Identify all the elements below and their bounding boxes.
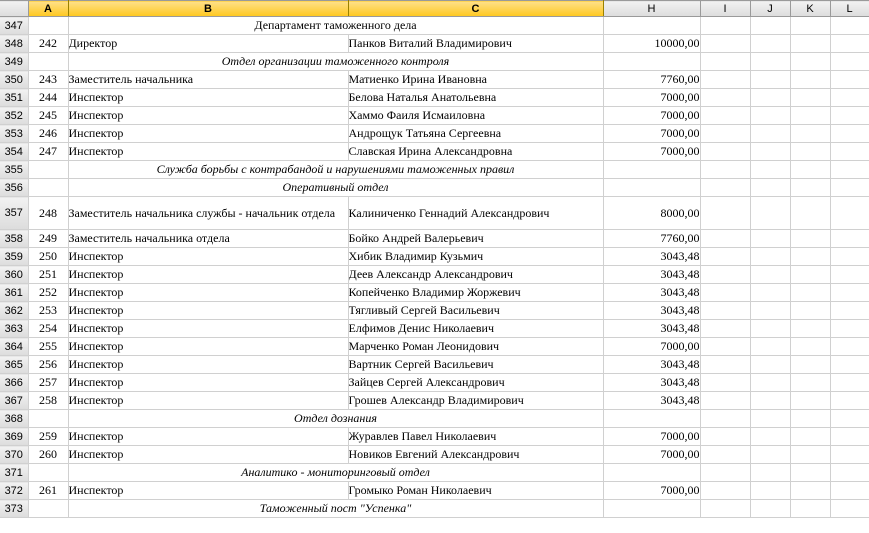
cell-I-empty[interactable] [700,482,750,500]
cell-A[interactable]: 251 [28,266,68,284]
row-header[interactable]: 360 [0,266,28,284]
cell-J-empty[interactable] [750,320,790,338]
cell-H[interactable] [603,161,700,179]
cell-I-empty[interactable] [700,284,750,302]
cell-H[interactable] [603,500,700,518]
cell-C-name[interactable]: Тягливый Сергей Васильевич [348,302,603,320]
cell-I-empty[interactable] [700,500,750,518]
cell-H-salary[interactable]: 7000,00 [603,89,700,107]
cell-J-empty[interactable] [750,392,790,410]
cell-H-salary[interactable]: 7000,00 [603,338,700,356]
table-row[interactable] [0,107,869,125]
cell-A[interactable] [28,179,68,197]
table-row[interactable] [0,179,869,197]
cell-I-empty[interactable] [700,248,750,266]
row-header[interactable]: 359 [0,248,28,266]
row-header[interactable]: 365 [0,356,28,374]
cell-I-empty[interactable] [700,356,750,374]
cell-I-empty[interactable] [700,464,750,482]
cell-H-salary[interactable]: 3043,48 [603,302,700,320]
cell-A[interactable]: 250 [28,248,68,266]
cell-J-empty[interactable] [750,284,790,302]
cell-C-name[interactable]: Марченко Роман Леонидович [348,338,603,356]
cell-B-position[interactable]: Заместитель начальника отдела [68,230,348,248]
cell-C-name[interactable]: Елфимов Денис Николаевич [348,320,603,338]
cell-I-empty[interactable] [700,143,750,161]
table-row[interactable] [0,89,869,107]
cell-K-empty[interactable] [790,500,830,518]
cell-H[interactable] [603,179,700,197]
row-header[interactable]: 356 [0,179,28,197]
cell-J-empty[interactable] [750,161,790,179]
cell-K-empty[interactable] [790,464,830,482]
cell-B-position[interactable]: Инспектор [68,302,348,320]
cell-C-name[interactable]: Грошев Александр Владимирович [348,392,603,410]
cell-J-empty[interactable] [750,302,790,320]
row-header[interactable]: 371 [0,464,28,482]
table-row[interactable] [0,35,869,53]
cell-J-empty[interactable] [750,230,790,248]
cell-J-empty[interactable] [750,248,790,266]
cell-B-position[interactable]: Инспектор [68,374,348,392]
cell-J-empty[interactable] [750,71,790,89]
cell-C-name[interactable]: Калиниченко Геннадий Александрович [348,197,603,230]
cell-K-empty[interactable] [790,125,830,143]
row-header[interactable]: 358 [0,230,28,248]
cell-I-empty[interactable] [700,17,750,35]
table-row[interactable] [0,71,869,89]
cell-A[interactable]: 256 [28,356,68,374]
cell-L-empty[interactable] [830,446,869,464]
cell-I-empty[interactable] [700,197,750,230]
table-row[interactable] [0,320,869,338]
cell-L-empty[interactable] [830,356,869,374]
cell-L-empty[interactable] [830,107,869,125]
cell-H[interactable] [603,17,700,35]
column-header-row[interactable] [0,1,869,17]
cell-H-salary[interactable]: 3043,48 [603,248,700,266]
cell-K-empty[interactable] [790,266,830,284]
cell-K-empty[interactable] [790,320,830,338]
cell-J-empty[interactable] [750,143,790,161]
cell-A[interactable] [28,53,68,71]
cell-L-empty[interactable] [830,428,869,446]
cell-I-empty[interactable] [700,392,750,410]
table-row[interactable] [0,197,869,230]
cell-H[interactable] [603,410,700,428]
cell-I-empty[interactable] [700,89,750,107]
cell-K-empty[interactable] [790,143,830,161]
cell-B-position[interactable]: Инспектор [68,428,348,446]
cell-section-title[interactable]: Отдел дознания [68,410,603,428]
row-header[interactable]: 366 [0,374,28,392]
cell-I-empty[interactable] [700,446,750,464]
cell-K-empty[interactable] [790,197,830,230]
cell-K-empty[interactable] [790,428,830,446]
column-header-L[interactable]: L [830,1,869,17]
cell-K-empty[interactable] [790,248,830,266]
row-header[interactable]: 370 [0,446,28,464]
cell-A[interactable] [28,464,68,482]
cell-K-empty[interactable] [790,284,830,302]
cell-B-position[interactable]: Инспектор [68,89,348,107]
cell-H-salary[interactable]: 8000,00 [603,197,700,230]
cell-K-empty[interactable] [790,107,830,125]
cell-B-position[interactable]: Инспектор [68,338,348,356]
cell-J-empty[interactable] [750,464,790,482]
row-header[interactable]: 355 [0,161,28,179]
row-header[interactable]: 369 [0,428,28,446]
cell-H-salary[interactable]: 7000,00 [603,143,700,161]
cell-H-salary[interactable]: 3043,48 [603,266,700,284]
cell-C-name[interactable]: Журавлев Павел Николаевич [348,428,603,446]
row-header[interactable]: 363 [0,320,28,338]
column-header-I[interactable]: I [700,1,750,17]
cell-H-salary[interactable]: 3043,48 [603,284,700,302]
cell-K-empty[interactable] [790,17,830,35]
cell-C-name[interactable]: Зайцев Сергей Александрович [348,374,603,392]
cell-H-salary[interactable]: 10000,00 [603,35,700,53]
select-all-corner[interactable] [0,1,28,17]
cell-L-empty[interactable] [830,230,869,248]
cell-I-empty[interactable] [700,410,750,428]
cell-B-position[interactable]: Инспектор [68,320,348,338]
row-header[interactable]: 362 [0,302,28,320]
table-row[interactable] [0,284,869,302]
cell-I-empty[interactable] [700,71,750,89]
cell-C-name[interactable]: Славская Ирина Александровна [348,143,603,161]
cell-H-salary[interactable]: 3043,48 [603,392,700,410]
cell-H-salary[interactable]: 3043,48 [603,356,700,374]
cell-A[interactable]: 259 [28,428,68,446]
cell-A[interactable]: 244 [28,89,68,107]
cell-L-empty[interactable] [830,482,869,500]
cell-A[interactable]: 242 [28,35,68,53]
cell-B-position[interactable]: Заместитель начальника [68,71,348,89]
cell-L-empty[interactable] [830,410,869,428]
column-header-C[interactable]: C [348,1,603,17]
cell-H-salary[interactable]: 7000,00 [603,428,700,446]
table-row[interactable] [0,248,869,266]
cell-J-empty[interactable] [750,374,790,392]
cell-H-salary[interactable]: 3043,48 [603,320,700,338]
cell-K-empty[interactable] [790,482,830,500]
table-row[interactable] [0,338,869,356]
table-row[interactable] [0,161,869,179]
cell-C-name[interactable]: Вартник Сергей Васильевич [348,356,603,374]
cell-I-empty[interactable] [700,302,750,320]
cell-J-empty[interactable] [750,17,790,35]
table-row[interactable] [0,446,869,464]
table-row[interactable] [0,266,869,284]
cell-H-salary[interactable]: 7000,00 [603,482,700,500]
row-header[interactable]: 373 [0,500,28,518]
cell-J-empty[interactable] [750,89,790,107]
cell-A[interactable]: 254 [28,320,68,338]
cell-K-empty[interactable] [790,302,830,320]
cell-H-salary[interactable]: 7000,00 [603,107,700,125]
cell-H[interactable] [603,464,700,482]
cell-L-empty[interactable] [830,284,869,302]
cell-L-empty[interactable] [830,179,869,197]
cell-B-position[interactable]: Инспектор [68,356,348,374]
row-header[interactable]: 364 [0,338,28,356]
cell-B-position[interactable]: Инспектор [68,266,348,284]
cell-L-empty[interactable] [830,302,869,320]
table-row[interactable] [0,464,869,482]
row-header[interactable]: 372 [0,482,28,500]
cell-H-salary[interactable]: 7760,00 [603,71,700,89]
cell-L-empty[interactable] [830,89,869,107]
cell-J-empty[interactable] [750,266,790,284]
cell-K-empty[interactable] [790,71,830,89]
table-row[interactable] [0,374,869,392]
cell-K-empty[interactable] [790,356,830,374]
cell-H-salary[interactable]: 3043,48 [603,374,700,392]
cell-A[interactable]: 258 [28,392,68,410]
cell-L-empty[interactable] [830,161,869,179]
cell-L-empty[interactable] [830,338,869,356]
cell-L-empty[interactable] [830,500,869,518]
cell-A[interactable]: 246 [28,125,68,143]
cell-K-empty[interactable] [790,161,830,179]
cell-B-position[interactable]: Инспектор [68,125,348,143]
row-header[interactable]: 352 [0,107,28,125]
cell-A[interactable]: 255 [28,338,68,356]
cell-H[interactable] [603,53,700,71]
cell-I-empty[interactable] [700,230,750,248]
cell-C-name[interactable]: Андрощук Татьяна Сергеевна [348,125,603,143]
cell-C-name[interactable]: Деев Александр Александрович [348,266,603,284]
column-header-K[interactable]: K [790,1,830,17]
cell-L-empty[interactable] [830,374,869,392]
cell-C-name[interactable]: Панков Виталий Владимирович [348,35,603,53]
row-header[interactable]: 350 [0,71,28,89]
cell-L-empty[interactable] [830,125,869,143]
table-row[interactable] [0,125,869,143]
cell-K-empty[interactable] [790,179,830,197]
cell-A[interactable]: 243 [28,71,68,89]
cell-I-empty[interactable] [700,53,750,71]
cell-C-name[interactable]: Белова Наталья Анатольевна [348,89,603,107]
table-row[interactable] [0,143,869,161]
cell-L-empty[interactable] [830,464,869,482]
cell-B-position[interactable]: Инспектор [68,284,348,302]
cell-L-empty[interactable] [830,143,869,161]
cell-A[interactable]: 252 [28,284,68,302]
cell-C-name[interactable]: Громыко Роман Николаевич [348,482,603,500]
cell-L-empty[interactable] [830,53,869,71]
cell-section-title[interactable]: Аналитико - мониторинговый отдел [68,464,603,482]
cell-L-empty[interactable] [830,35,869,53]
cell-section-title[interactable]: Департамент таможенного дела [68,17,603,35]
row-header[interactable]: 361 [0,284,28,302]
cell-J-empty[interactable] [750,125,790,143]
cell-H-salary[interactable]: 7000,00 [603,446,700,464]
cell-J-empty[interactable] [750,500,790,518]
cell-B-position[interactable]: Инспектор [68,482,348,500]
column-header-A[interactable]: A [28,1,68,17]
cell-C-name[interactable]: Хаммо Фаиля Исмаиловна [348,107,603,125]
row-header[interactable]: 357 [0,197,28,230]
cell-A[interactable]: 260 [28,446,68,464]
cell-B-position[interactable]: Директор [68,35,348,53]
cell-J-empty[interactable] [750,356,790,374]
cell-J-empty[interactable] [750,53,790,71]
cell-A[interactable]: 253 [28,302,68,320]
cell-A[interactable]: 248 [28,197,68,230]
row-header[interactable]: 349 [0,53,28,71]
cell-L-empty[interactable] [830,392,869,410]
cell-L-empty[interactable] [830,197,869,230]
cell-J-empty[interactable] [750,428,790,446]
cell-C-name[interactable]: Копейченко Владимир Жоржевич [348,284,603,302]
cell-C-name[interactable]: Бойко Андрей Валерьевич [348,230,603,248]
table-row[interactable] [0,53,869,71]
cell-K-empty[interactable] [790,338,830,356]
cell-K-empty[interactable] [790,374,830,392]
cell-L-empty[interactable] [830,248,869,266]
row-header[interactable]: 353 [0,125,28,143]
cell-J-empty[interactable] [750,338,790,356]
cell-K-empty[interactable] [790,392,830,410]
cell-B-position[interactable]: Инспектор [68,446,348,464]
cell-I-empty[interactable] [700,266,750,284]
cell-K-empty[interactable] [790,446,830,464]
cell-A[interactable] [28,161,68,179]
cell-I-empty[interactable] [700,320,750,338]
cell-L-empty[interactable] [830,71,869,89]
cell-section-title[interactable]: Таможенный пост "Успенка" [68,500,603,518]
cell-L-empty[interactable] [830,266,869,284]
column-header-J[interactable]: J [750,1,790,17]
cell-K-empty[interactable] [790,35,830,53]
cell-I-empty[interactable] [700,179,750,197]
cell-C-name[interactable]: Матиенко Ирина Ивановна [348,71,603,89]
table-row[interactable] [0,302,869,320]
row-header[interactable]: 367 [0,392,28,410]
cell-I-empty[interactable] [700,125,750,143]
spreadsheet-rows[interactable] [0,17,869,518]
cell-A[interactable] [28,17,68,35]
cell-I-empty[interactable] [700,428,750,446]
cell-J-empty[interactable] [750,410,790,428]
cell-C-name[interactable]: Хибик Владимир Кузьмич [348,248,603,266]
cell-L-empty[interactable] [830,320,869,338]
column-header-B[interactable]: B [68,1,348,17]
table-row[interactable] [0,482,869,500]
row-header[interactable]: 354 [0,143,28,161]
cell-section-title[interactable]: Оперативный отдел [68,179,603,197]
cell-A[interactable]: 257 [28,374,68,392]
cell-J-empty[interactable] [750,179,790,197]
row-header[interactable]: 348 [0,35,28,53]
cell-K-empty[interactable] [790,410,830,428]
column-header-H[interactable]: H [603,1,700,17]
cell-A[interactable]: 245 [28,107,68,125]
cell-A[interactable] [28,410,68,428]
cell-B-position[interactable]: Заместитель начальника службы - начальник отдела [68,197,348,230]
row-header[interactable]: 351 [0,89,28,107]
table-row[interactable] [0,392,869,410]
cell-I-empty[interactable] [700,161,750,179]
row-header[interactable]: 368 [0,410,28,428]
cell-section-title[interactable]: Служба борьбы с контрабандой и нарушениями таможенных правил [68,161,603,179]
cell-section-title[interactable]: Отдел организации таможенного контроля [68,53,603,71]
cell-I-empty[interactable] [700,374,750,392]
cell-A[interactable] [28,500,68,518]
cell-J-empty[interactable] [750,197,790,230]
cell-B-position[interactable]: Инспектор [68,107,348,125]
cell-A[interactable]: 249 [28,230,68,248]
cell-J-empty[interactable] [750,482,790,500]
table-row[interactable] [0,356,869,374]
table-row[interactable] [0,410,869,428]
cell-B-position[interactable]: Инспектор [68,248,348,266]
cell-K-empty[interactable] [790,89,830,107]
cell-I-empty[interactable] [700,107,750,125]
cell-H-salary[interactable]: 7760,00 [603,230,700,248]
table-row[interactable] [0,17,869,35]
cell-H-salary[interactable]: 7000,00 [603,125,700,143]
cell-K-empty[interactable] [790,53,830,71]
row-header[interactable]: 347 [0,17,28,35]
cell-L-empty[interactable] [830,17,869,35]
cell-A[interactable]: 261 [28,482,68,500]
cell-I-empty[interactable] [700,338,750,356]
cell-B-position[interactable]: Инспектор [68,392,348,410]
table-row[interactable] [0,230,869,248]
cell-K-empty[interactable] [790,230,830,248]
cell-J-empty[interactable] [750,107,790,125]
cell-A[interactable]: 247 [28,143,68,161]
cell-J-empty[interactable] [750,446,790,464]
table-row[interactable] [0,500,869,518]
cell-B-position[interactable]: Инспектор [68,143,348,161]
cell-C-name[interactable]: Новиков Евгений Александрович [348,446,603,464]
cell-I-empty[interactable] [700,35,750,53]
table-row[interactable] [0,428,869,446]
cell-J-empty[interactable] [750,35,790,53]
